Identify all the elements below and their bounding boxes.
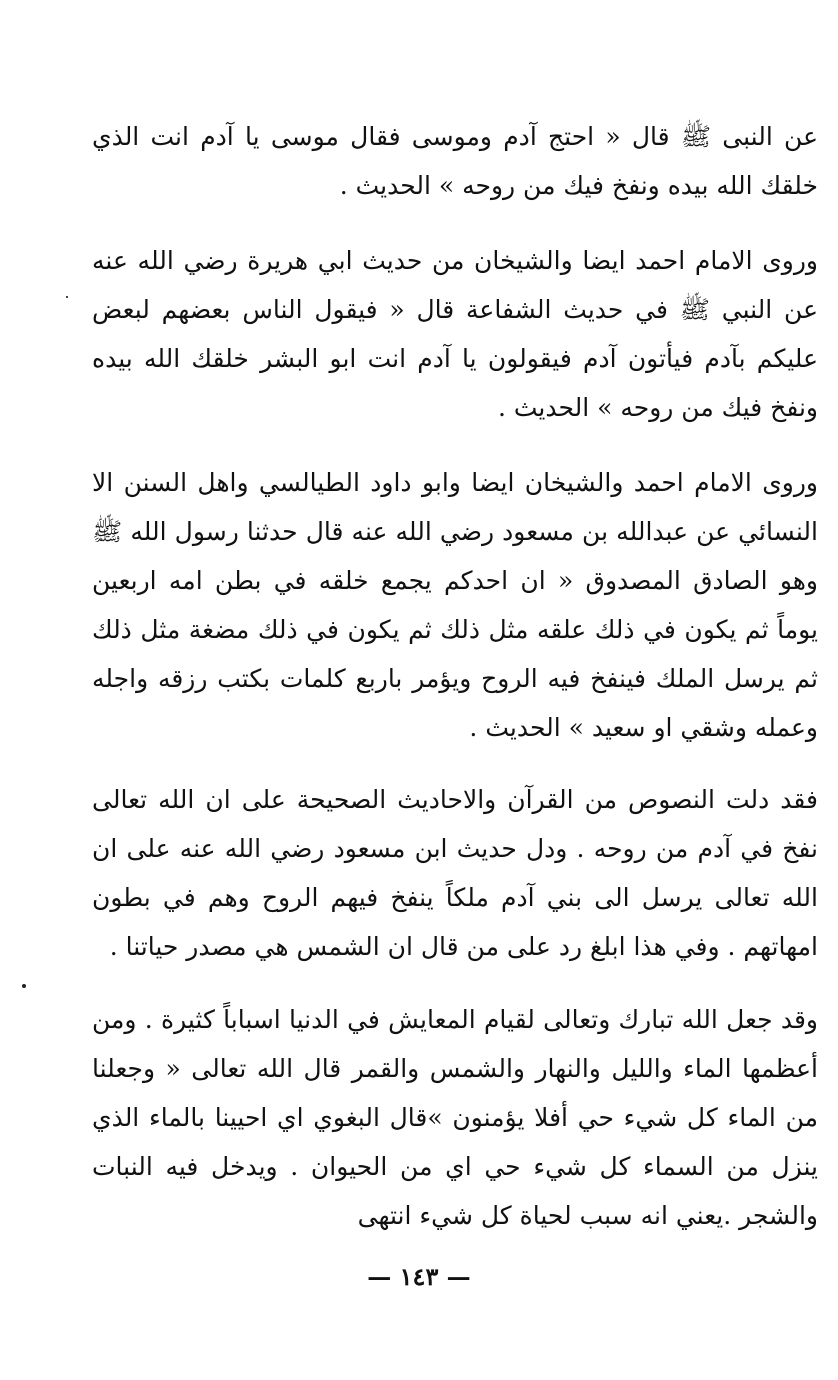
scan-speck — [22, 984, 26, 988]
paragraph-4: فقد دلت النصوص من القرآن والاحاديث الصحيحة على ان الله تعالى نفخ في آدم من روحه . ودل حديث ابن مسعود رضي الله عنه على ان الله تعالى يرسل الى بني آدم ملكاً ينفخ فيهم الروح وهم في بطون امهاتهم . وفي هذا ابلغ رد على من قال ان الشمس هي مصدر حياتنا . — [92, 785, 818, 961]
paragraph-5: وقد جعل الله تبارك وتعالى لقيام المعايش في الدنيا اسباباً كثيرة . ومن أعظمها الماء والليل والنهار والشمس والقمر قال الله تعالى « وجعلنا من الماء كل شيء حي أفلا يؤمنون »قال البغوي اي احيينا بالماء الذي ينزل من السماء كل شيء حي اي من الحيوان . ويدخل فيه النبات والشجر .يعني انه سبب لحياة كل شيء انتهى — [92, 1005, 818, 1230]
paragraph-1: عن النبى ﷺ قال « احتج آدم وموسى فقال موسى يا آدم انت الذي خلقك الله بيده ونفخ فيك من روحه » الحديث . — [92, 122, 818, 200]
paragraph-3: وروى الامام احمد والشيخان ايضا وابو داود الطيالسي واهل السنن الا النسائي عن عبدالله بن مسعود رضي الله عنه قال حدثنا رسول الله ﷺ وهو الصادق المصدوق « ان احدكم يجمع خلقه في بطن امه اربعين يوماً ثم يكون في ذلك علقه مثل ذلك ثم يكون في ذلك مضغة مثل ذلك ثم يرسل الملك فينفخ فيه الروح ويؤمر باربع كلمات بكتب رزقه واجله وعمله وشقي او سعيد » الحديث . — [92, 468, 818, 742]
scan-speck-small — [66, 296, 68, 298]
page-number: — ١٤٣ — — [367, 1262, 471, 1291]
paragraph-2: وروى الامام احمد ايضا والشيخان من حديث ابي هريرة رضي الله عنه عن النبي ﷺ في حديث الشفاعة قال « فيقول الناس بعضهم لبعض عليكم بآدم فيأتون آدم فيقولون يا آدم انت ابو البشر خلقك الله بيده ونفخ فيك من روحه » الحديث . — [92, 246, 818, 422]
